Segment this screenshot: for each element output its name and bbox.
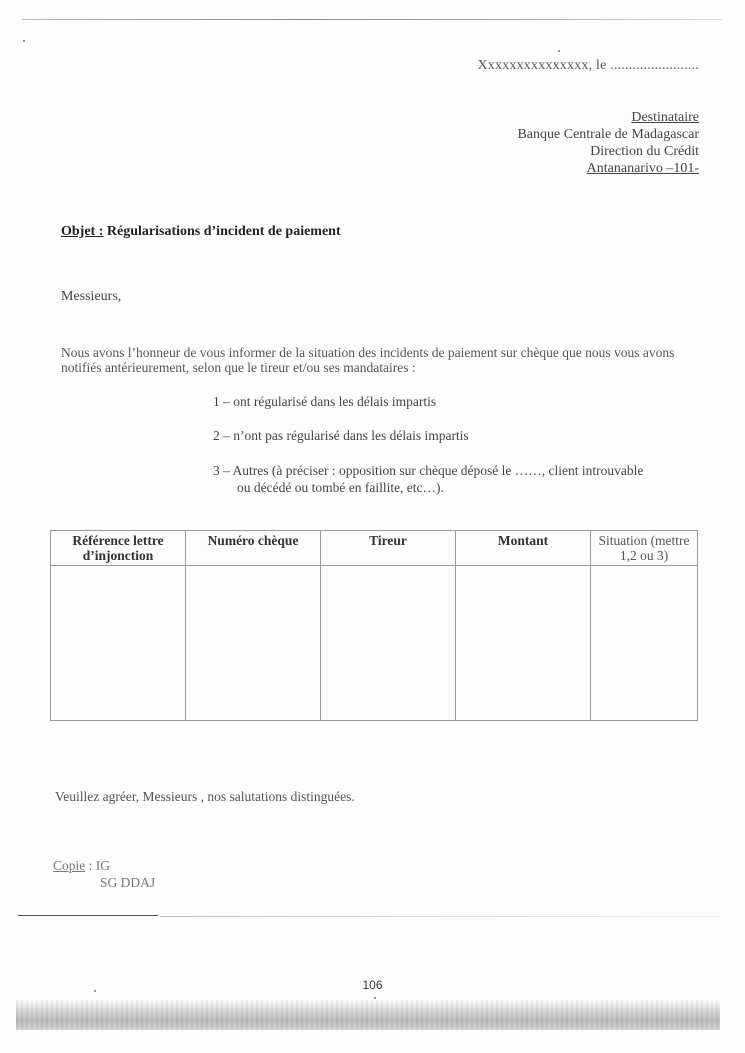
place-date-line: Xxxxxxxxxxxxxxx, le ........................ [477, 58, 699, 73]
col-status: Situation (mettre 1,2 ou 3) [591, 531, 698, 566]
subject-line [61, 224, 341, 240]
page-number: 106 [362, 978, 383, 992]
scan-speck [558, 50, 560, 52]
recipient-label: Destinataire [631, 110, 699, 125]
scan-speck [374, 997, 376, 999]
cell-status[interactable] [591, 566, 698, 721]
scan-speck [23, 40, 25, 42]
col-drawer: Tireur [321, 531, 456, 566]
subject-text: Régularisations d’incident de paiement [103, 224, 341, 239]
table-header-row [51, 531, 698, 566]
option-item-3-line1: 3 – Autres (à préciser : opposition sur chèque déposé le ……, client introuvable [213, 463, 644, 478]
table-row [51, 566, 698, 721]
top-scan-rule [22, 19, 722, 20]
copy-line-2: SG DDAJ [100, 875, 156, 890]
cell-amount[interactable] [456, 566, 591, 721]
salutation: Messieurs, [61, 289, 122, 304]
closing-line: Veuillez agréer, Messieurs , nos salutations distinguées. [55, 789, 355, 804]
incident-table [50, 530, 698, 721]
col-amount: Montant [456, 531, 591, 566]
copy-label: Copie [53, 858, 86, 873]
col-reference: Référence lettre d’injonction [51, 531, 186, 566]
option-item-1: 1 – ont régularisé dans les délais impartis [213, 394, 437, 409]
copy-line-1 [53, 858, 110, 874]
bottom-rule-faint [160, 916, 720, 917]
body-paragraph: Nous avons l’honneur de vous informer de la situation des incidents de paiement sur chèque que nous vous avons notifiés antérieurement, selon que le tireur et/ou ses mandataires : [61, 345, 675, 375]
option-item-2: 2 – n’ont pas régularisé dans les délais impartis [213, 428, 469, 443]
col-cheque-number: Numéro chèque [186, 531, 321, 566]
cell-drawer[interactable] [321, 566, 456, 721]
subject-label: Objet : [61, 224, 104, 239]
cell-reference[interactable] [51, 566, 186, 721]
copy-first-recipient: : IG [85, 858, 110, 873]
recipient-direction: Direction du Crédit [590, 144, 699, 159]
scan-speck [94, 990, 96, 992]
cell-cheque-number[interactable] [186, 566, 321, 721]
option-item-3-line2: ou décédé ou tombé en faillite, etc…). [237, 480, 444, 495]
recipient-bank: Banque Centrale de Madagascar [517, 127, 699, 142]
scan-noise-band [16, 1000, 720, 1030]
bottom-rule [18, 915, 158, 916]
option-item-3 [213, 462, 703, 496]
recipient-city: Antananarivo –101- [586, 161, 699, 176]
